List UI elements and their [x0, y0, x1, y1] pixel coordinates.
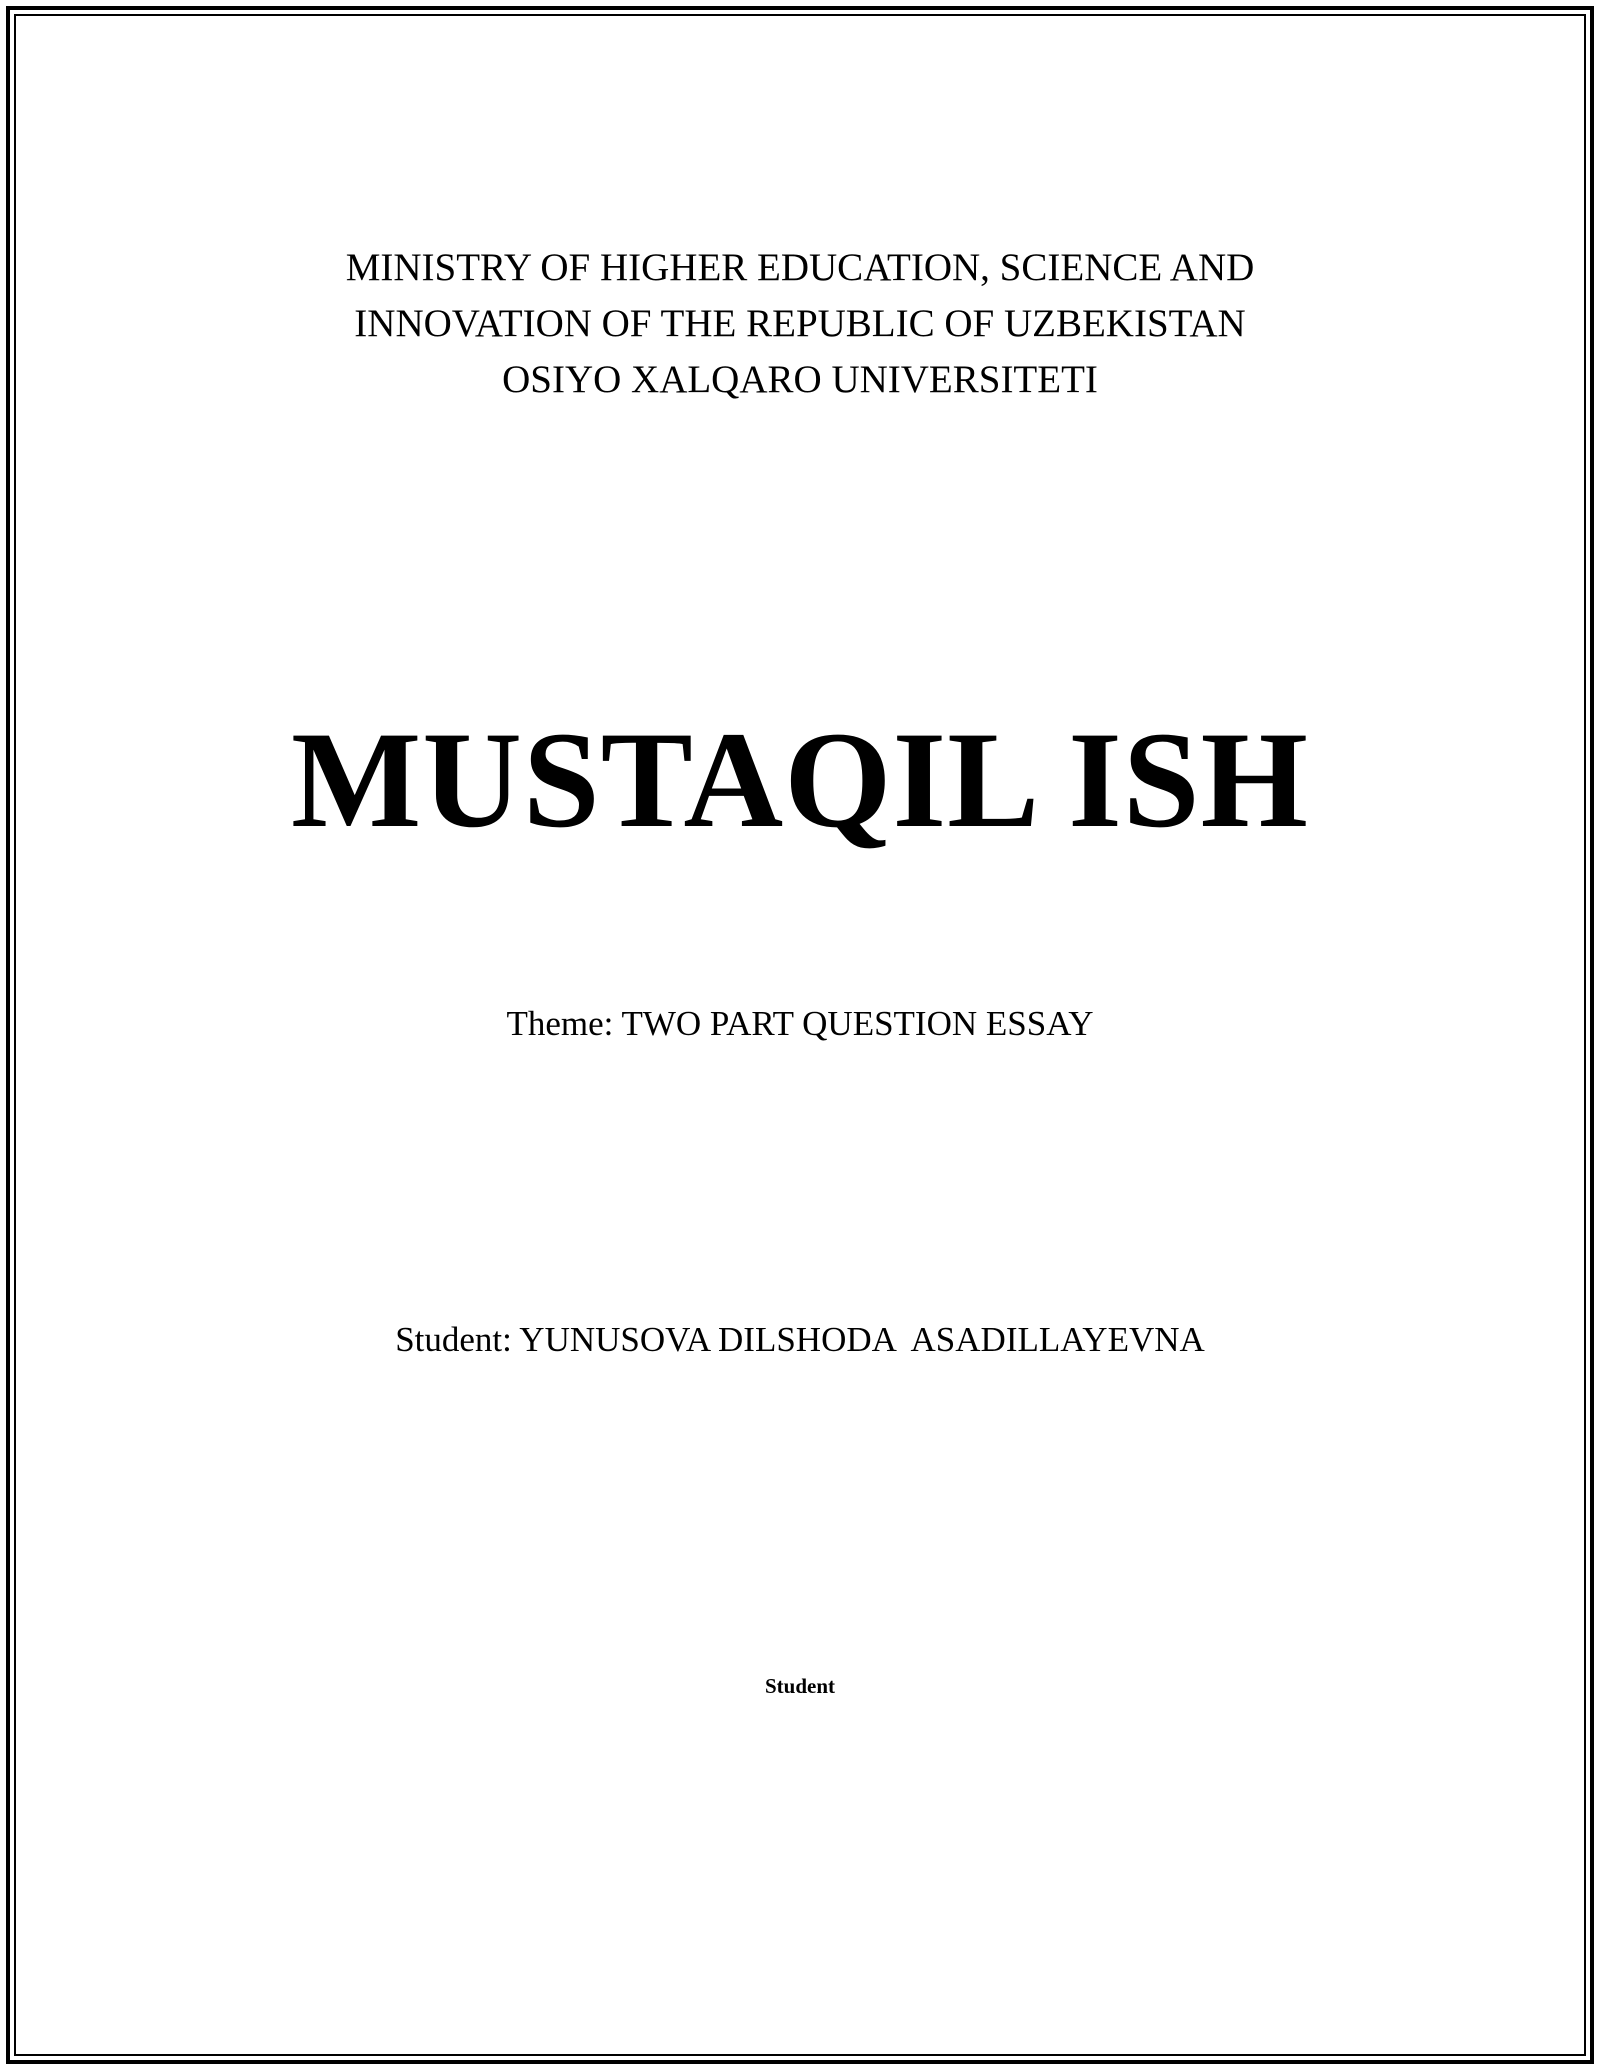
document-title: MUSTAQIL ISH — [291, 703, 1309, 856]
institution-header — [0, 240, 1600, 408]
header-line-1: MINISTRY OF HIGHER EDUCATION, SCIENCE AND — [345, 246, 1255, 289]
student-name-line: Student: YUNUSOVA DILSHODA ASADILLAYEVNA — [395, 1320, 1205, 1359]
header-line-2: INNOVATION OF THE REPUBLIC OF UZBEKISTAN — [354, 302, 1246, 345]
theme-line: Theme: TWO PART QUESTION ESSAY — [506, 1004, 1094, 1043]
student-label: Student — [764, 1674, 836, 1698]
header-line-3: OSIYO XALQARO UNIVERSITETI — [502, 358, 1098, 401]
